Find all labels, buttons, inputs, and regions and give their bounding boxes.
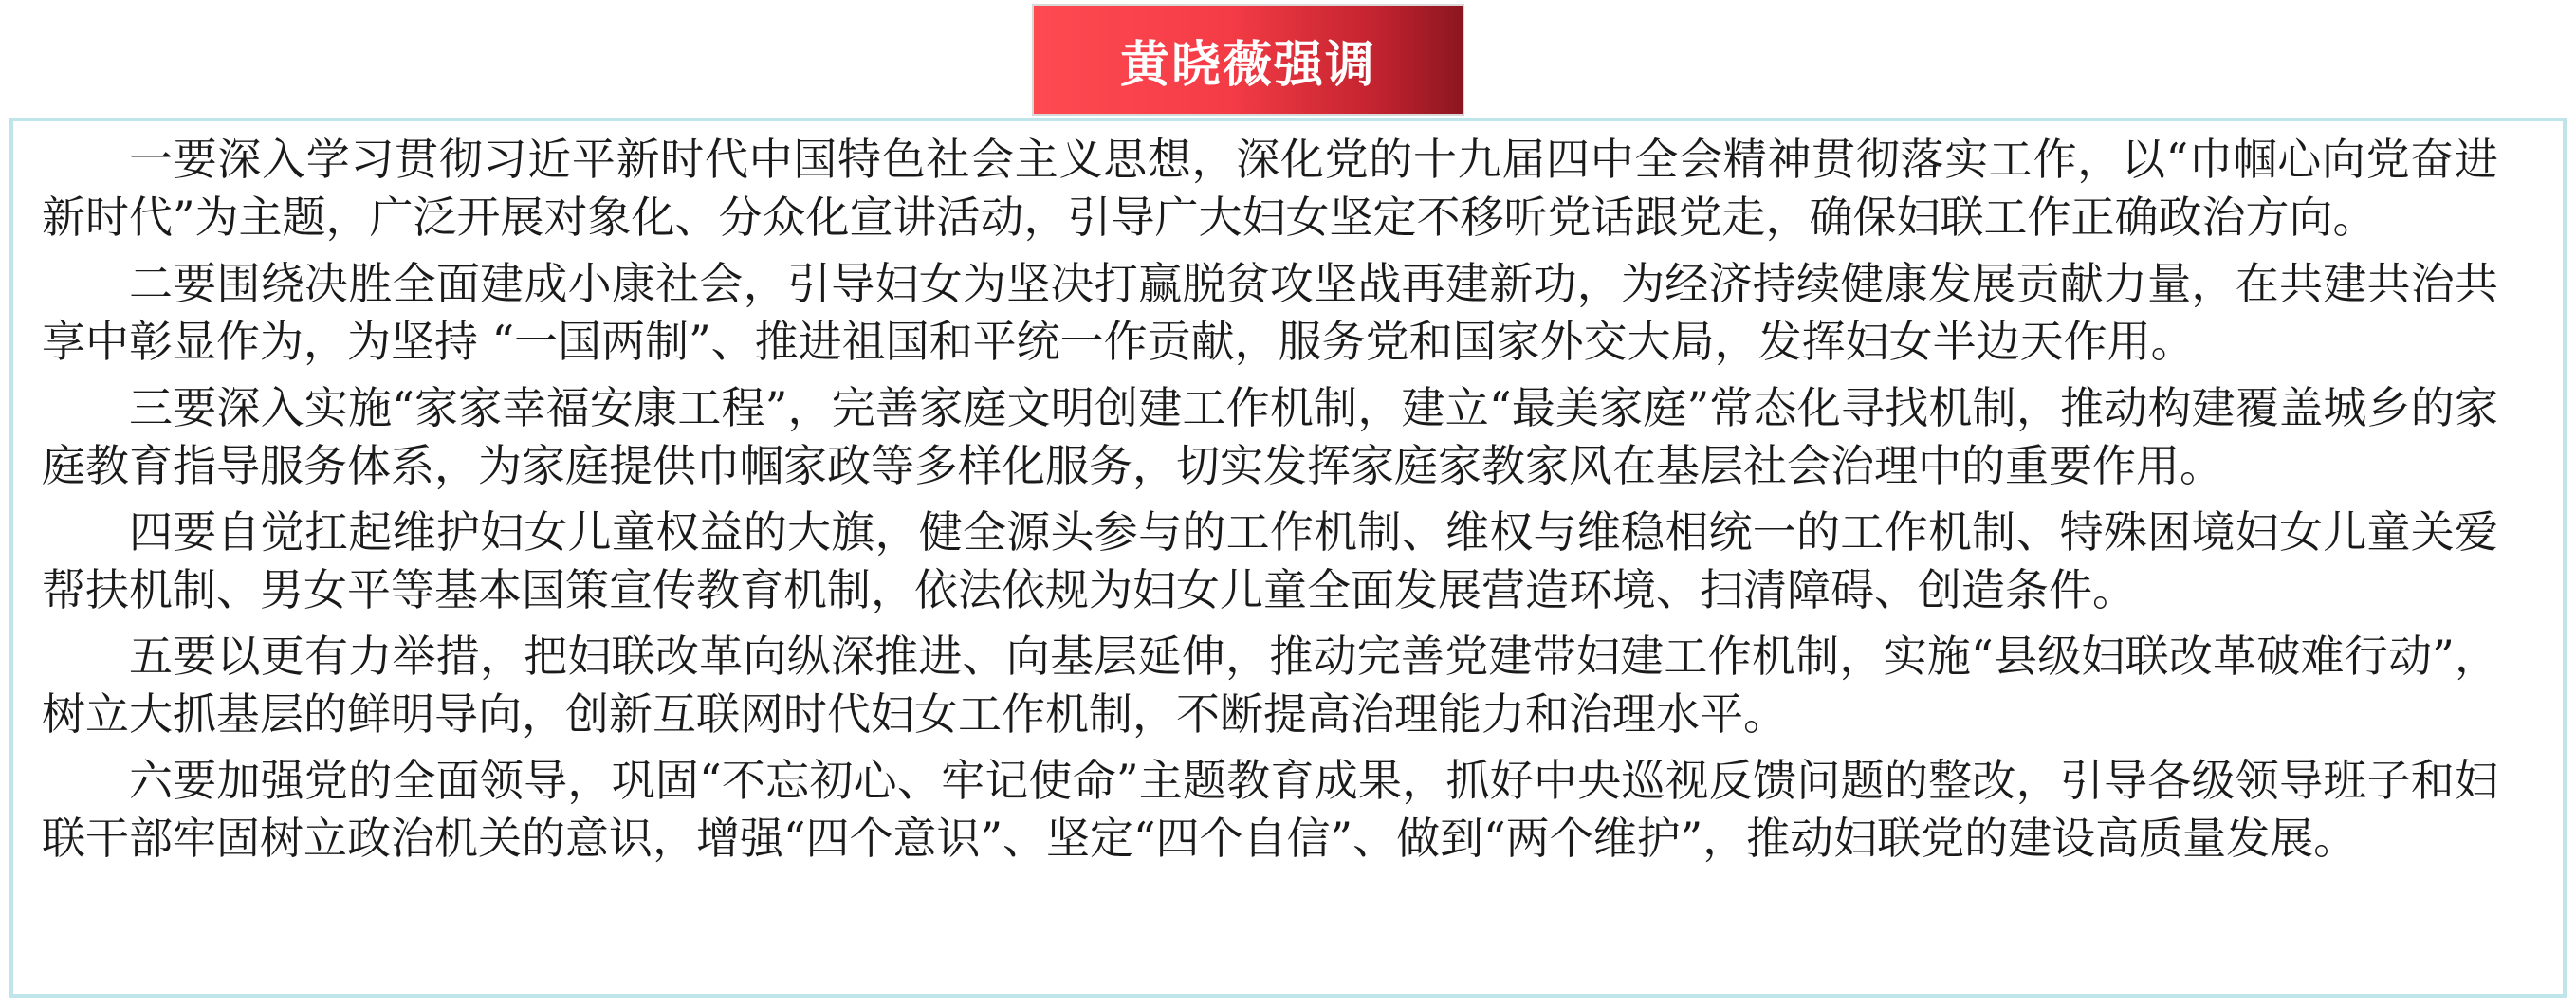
title-banner — [1032, 4, 1464, 116]
paragraph-5: 五要以更有力举措，把妇联改革向纵深推进、向基层延伸，推动完善党建带妇建工作机制，实施“县级妇联改革破难行动”，树立大抓基层的鲜明导向，创新互联网时代妇女工作机制，不断提高治理能力和治理水平。 — [42, 631, 2498, 740]
paragraph-3: 三要深入实施“家家幸福安康工程”，完善家庭文明创建工作机制，建立“最美家庭”常态化寻找机制，推动构建覆盖城乡的家庭教育指导服务体系，为家庭提供巾帼家政等多样化服务，切实发挥家庭家教家风在基层社会治理中的重要作用。 — [42, 382, 2498, 491]
paragraph-1: 一要深入学习贯彻习近平新时代中国特色社会主义思想，深化党的十九届四中全会精神贯彻落实工作，以“巾帼心向党奋进新时代”为主题，广泛开展对象化、分众化宣讲活动，引导广大妇女坚定不移听党话跟党走，确保妇联工作正确政治方向。 — [42, 134, 2498, 243]
content-box — [9, 118, 2567, 998]
paragraph-6: 六要加强党的全面领导，巩固“不忘初心、牢记使命”主题教育成果，抓好中央巡视反馈问题的整改，引导各级领导班子和妇联干部牢固树立政治机关的意识，增强“四个意识”、坚定“四个自信”、做到“两个维护”，推动妇联党的建设高质量发展。 — [42, 755, 2498, 864]
page-title: 黄晓薇强调 — [1119, 36, 1376, 94]
paragraph-4: 四要自觉扛起维护妇女儿童权益的大旗，健全源头参与的工作机制、维权与维稳相统一的工作机制、特殊困境妇女儿童关爱帮扶机制、男女平等基本国策宣传教育机制，依法依规为妇女儿童全面发展营造环境、扫清障碍、创造条件。 — [42, 506, 2498, 615]
paragraph-2: 二要围绕决胜全面建成小康社会，引导妇女为坚决打赢脱贫攻坚战再建新功，为经济持续健康发展贡献力量，在共建共治共享中彰显作为，为坚持 “一国两制”、推进祖国和平统一作贡献，服务党和国家外交大局，发挥妇女半边天作用。 — [42, 258, 2498, 367]
